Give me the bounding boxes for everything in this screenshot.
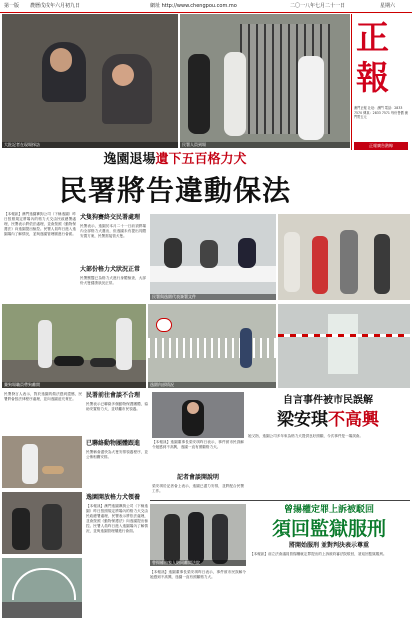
road-shape	[2, 602, 82, 618]
person-shape	[200, 240, 218, 268]
door-shape	[328, 314, 358, 374]
fence-shape	[148, 338, 276, 358]
weekday: 星期六	[380, 3, 396, 9]
person-shape	[38, 320, 52, 368]
gathering-photo	[278, 214, 410, 300]
corridor-photo	[278, 304, 410, 388]
person-shape	[116, 318, 132, 370]
col3-title-2: 已聯絡動物團體跟進	[86, 440, 141, 447]
col2-title-1: 犬隻狗賽終交民署處理	[80, 214, 141, 221]
tape-shape	[278, 334, 410, 337]
dog-shape	[42, 466, 64, 474]
col3-body-2: 民署稱會盡快為犬隻安排領養程序，並公佈相關安排。	[86, 450, 148, 459]
gate-exterior-photo	[2, 558, 82, 618]
photo-caption: 民署與逸園代表簽署文件	[150, 294, 276, 300]
press-scrum-photo	[2, 14, 178, 148]
person-shape	[312, 236, 328, 294]
face-shape	[187, 402, 199, 414]
main-headline: 民署將告違動保法	[58, 174, 291, 207]
bottom-body: 【本報訊】前立法會議員曾揚權就定罪提出的上訴被終審法院駁回，須返回監獄服刑。	[250, 552, 387, 556]
sign-shape	[156, 318, 172, 332]
leung-subhead: 記者會談開說明	[176, 474, 219, 481]
person-shape	[188, 54, 210, 134]
person-shape	[42, 504, 62, 550]
section-divider	[150, 500, 410, 501]
bottom-headline-top: 曾揚權定罪上訴被駁回	[283, 505, 374, 515]
person-shape	[212, 514, 228, 564]
press-photo-2	[2, 492, 82, 554]
person-shape	[188, 512, 204, 564]
page-header-strip	[0, 0, 412, 13]
masthead-info: 澳門正報 社址：澳門 電話：2833 7570 傳真：2833 7571 每份售價 澳門幣五元	[354, 106, 408, 119]
court-photo	[150, 504, 246, 566]
leung-headline-red: 不高興	[328, 410, 379, 430]
leung-name: 梁安琪	[277, 410, 328, 430]
person-shape	[298, 56, 324, 140]
sub-headline-red: 遺下五百格力犬	[155, 152, 247, 167]
sub-headline-black: 逸園退場	[103, 152, 156, 167]
person-shape	[164, 514, 180, 564]
photo-caption: 賽狗場職員帶狗離開	[2, 382, 146, 388]
face-shape	[112, 64, 134, 86]
arch-shape	[12, 568, 76, 600]
signing-photo	[150, 214, 276, 300]
leung-sub-body: 梁安琪於記者會上表示，逸園已盡力安排，並將配合民署工作。	[152, 484, 244, 493]
leung-headline-main	[248, 408, 408, 432]
logo-char-1: 正	[356, 18, 389, 57]
person-shape	[12, 508, 30, 550]
bottom-subhead: 將開始服刑 並對判決表示尊重	[288, 542, 370, 549]
dog-shape	[54, 356, 84, 366]
bottom-left-body: 【本報訊】逸園董事長梁安琪昨日表示，事件被市民誤解令她感到不高興，逸園一直有照顧格力犬。	[150, 570, 246, 579]
photo-caption: 逸園內部情況	[148, 382, 276, 388]
dog-handler-photo	[2, 436, 82, 488]
col3-body-1: 民署表示已聯絡多個動物保護團體，協助安置格力犬，並呼籲市民領養。	[86, 402, 148, 411]
dog-shape	[90, 358, 116, 367]
person-shape	[224, 52, 246, 136]
gate-photo	[180, 14, 350, 148]
logo-char-2: 報	[356, 58, 389, 97]
person-shape	[22, 444, 38, 484]
col3-title-3: 逸園開放格力犬領養	[86, 494, 141, 501]
page-number: 第一版	[4, 3, 20, 9]
bottom-headline-main: 須回監獄服刑	[271, 518, 386, 540]
col1-lower-body: 民署發言人表示，對於逸園的做法感到遺憾，民署將會按法律程序處理，並向逸園追究責任。	[4, 392, 82, 401]
site-url: 網址 http://www.chengpou.com.mo	[150, 3, 237, 9]
gregorian-date: 二〇一八年七月二十一日	[290, 3, 346, 9]
person-shape	[340, 230, 358, 294]
photo-caption: 曾揚權由家人陪同離開法院	[150, 560, 246, 566]
fence-photo	[148, 304, 276, 388]
masthead	[352, 14, 410, 186]
col1-body: 【本報訊】澳門逸園賽狗公司（下稱逸園）昨日按照規定將場內的格力犬交由民政總署處理，民署表示將依法處理，並會按照《動物保護法》向逸園提出檢控。民署人員昨日進入逸園場內了解情況，並與逸園管理層進行會面。	[4, 212, 76, 236]
photo-caption: 民署人員到場	[180, 142, 350, 148]
person-shape	[164, 238, 182, 268]
ad-hotline-badge: 正報廣告熱線	[354, 142, 408, 150]
leung-col5-body: 她又指，逸園公司多年來為格力犬提供良好照顧，今次事件是一場誤會。	[248, 434, 363, 438]
table-shape	[150, 266, 276, 282]
person-shape	[374, 234, 390, 294]
leung-body: 【本報訊】逸園董事長梁安琪昨日表示，事件被市民誤解令她感到不高興，逸園一直有照顧格力犬。	[152, 440, 244, 449]
person-shape	[238, 238, 256, 268]
col3-title-1: 民署前往會談不合理	[86, 392, 141, 399]
masthead-logo	[356, 18, 396, 98]
dogs-walking-photo	[2, 304, 146, 388]
leung-headline-top: 自言事件被市民誤解	[283, 395, 373, 406]
col3-body-3: 【本報訊】澳門逸園賽狗公司（下稱逸園）昨日按照規定將場內的格力犬交由民政總署處理，民署表示將依法處理，並會按照《動物保護法》向逸園提出檢控。民署人員昨日進入逸園場內了解情況，並與逸園管理層進行會面。	[86, 504, 148, 533]
lunar-date: 農曆戊戌年六月初九日	[30, 3, 81, 9]
person-shape	[240, 328, 252, 368]
masthead-rule	[351, 14, 352, 150]
col2-title-2: 大部份格力犬狀況正常	[80, 266, 141, 273]
face-shape	[50, 48, 72, 72]
leung-press-photo	[152, 392, 244, 438]
col2-body-1: 民署表示，逸園於本月二十一日前須將場內全部格力犬遷出，但逸園未有提出具體安置方案，民署需接管犬隻。	[80, 224, 146, 238]
col2-body-2: 民署獸醫已為格力犬進行身體檢查，大部份犬隻健康狀況正常。	[80, 276, 146, 285]
person-shape	[284, 232, 300, 292]
photo-caption: 大批記者在現場採訪	[2, 142, 178, 148]
sub-headline	[0, 150, 350, 170]
